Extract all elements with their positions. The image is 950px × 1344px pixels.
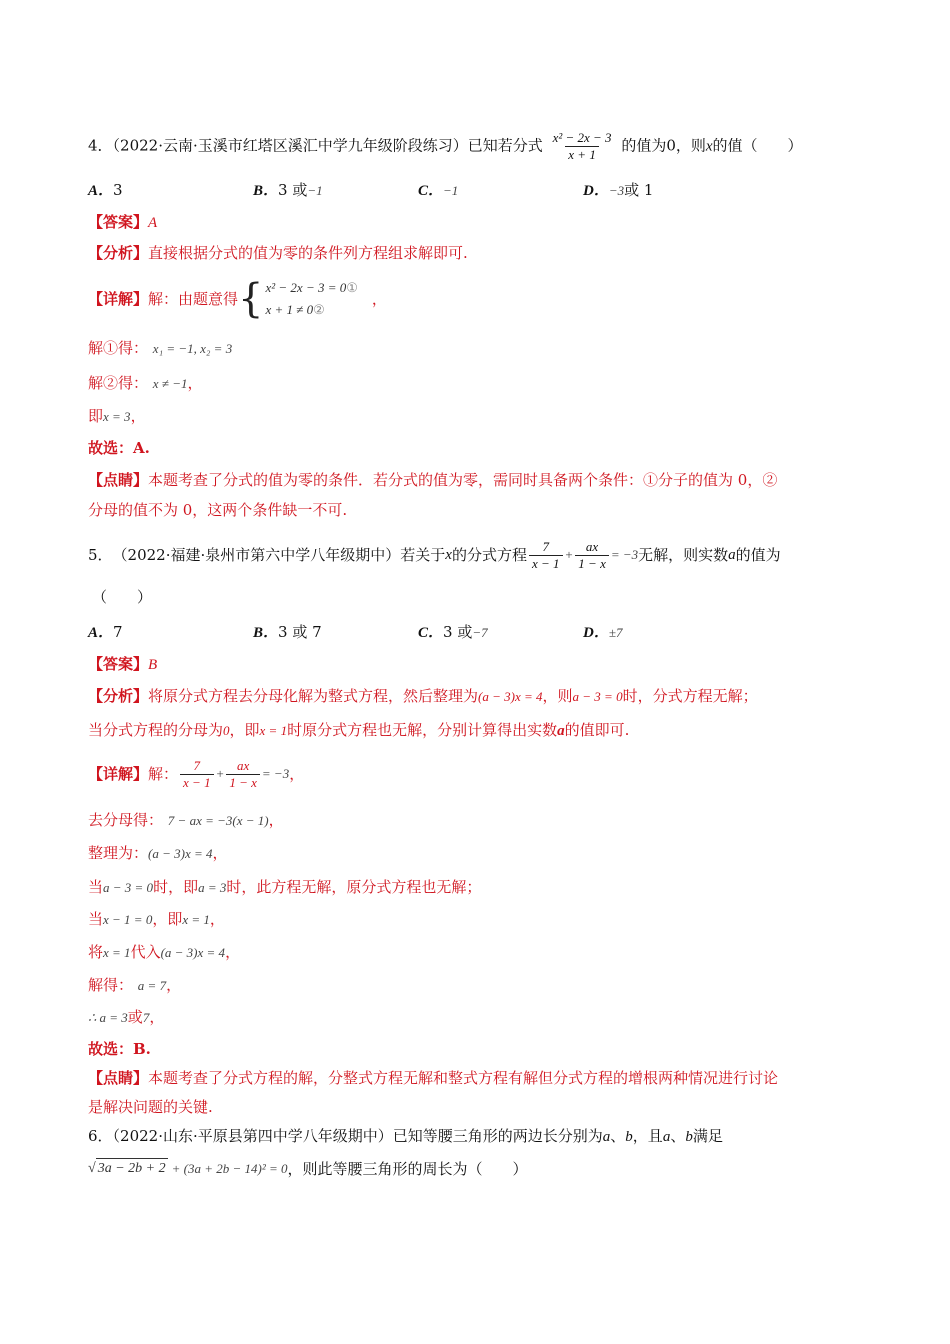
q5-option-b: B．3 或 7 (253, 623, 322, 641)
q6-square-root: √ 3a − 2b + 2 (88, 1158, 168, 1179)
q5-comment-2: 是解决问题的关键. (88, 1098, 213, 1116)
q4-equation-system: { x² − 2x − 3 = 0① x + 1 ≠ 0② (238, 276, 358, 322)
q4-option-b: B．3 或−1 (253, 181, 323, 199)
q5-answer: 【答案】B (88, 655, 158, 673)
q4-step-3: 即x = 3， (88, 407, 146, 425)
q5-paren: （ ） (92, 588, 153, 606)
q5-option-c: C．3 或−7 (418, 623, 488, 641)
q5-step-7: ∴ a = 3或7， (88, 1008, 165, 1026)
q4-option-a: A．3 (88, 181, 123, 199)
q4-option-d: D．−3或 1 (583, 181, 654, 199)
q4-analysis: 【分析】直接根据分式的值为零的条件列方程组求解即可. (88, 244, 468, 262)
q4-comment-1: 【点睛】本题考查了分式的值为零的条件．若分式的值为零，需同时具备两个条件：①分子的值为 0，② (88, 471, 778, 489)
q5-option-d: D．±7 (583, 625, 623, 641)
q4-detail: 【详解】 解：由题意得 { x² − 2x − 3 = 0① x + 1 ≠ 0② ， (88, 276, 387, 322)
q5-step-2: 整理为：(a − 3)x = 4， (88, 844, 228, 862)
q5-analysis-2: 当分式方程的分母为0，即x = 1时原分式方程也无解，分别计算得出实数a的值即可. (88, 721, 630, 739)
q5-stem: 5． （2022·福建·泉州市第六中学八年级期中） 若关于 x 的分式方程 $\frac{7}{x - 1}$ + $\frac{ax}{1 - x}$ = −3 无解，则实数 a 的值为 (88, 538, 781, 571)
q6-stem: 6．（2022·山东·平原县第四中学八年级期中）已知等腰三角形的两边长分别为a、b，且a、b满足 (88, 1127, 723, 1145)
q5-analysis-1: 【分析】将原分式方程去分母化解为整式方程，然后整理为(a − 3)x = 4，则a − 3 = 0时，分式方程无解； (88, 687, 758, 705)
q5-detail-fraction-2: $\frac{ax}{1 - x}$ (226, 758, 260, 791)
q4-comment-2: 分母的值不为 0，这两个条件缺一不可. (88, 501, 348, 519)
q5-step-3: 当a − 3 = 0时，即a = 3时，此方程无解，原分式方程也无解； (88, 878, 482, 896)
q5-step-5: 将x = 1代入(a − 3)x = 4， (88, 943, 241, 961)
q5-fraction-1: $\frac{7}{x - 1}$ (529, 539, 563, 572)
q5-step-1: 去分母得： 7 − ax = −3(x − 1)， (88, 811, 284, 829)
q5-fraction-2: $\frac{ax}{1 - x}$ (575, 539, 609, 572)
q4-step-1: 解①得： x₁ = −1, x₂ = 3 (88, 339, 233, 357)
q5-comment-1: 【点睛】本题考查了分式方程的解，分整式方程无解和整式方程有解但分式方程的增根两种情况进行讨论 (88, 1069, 779, 1087)
q5-choose: 故选：B. (88, 1040, 151, 1058)
q4-stem: 4．（2022·云南·玉溪市红塔区溪汇中学九年级阶段练习）已知若分式 $\frac{\text{x² − 2x − 3}}{x + 1}$ 的值为0，则x的值（ ） (88, 130, 803, 162)
q5-option-a: A．7 (88, 623, 123, 641)
q4-fraction: $\frac{\text{x² − 2x − 3}}{x + 1}$ (552, 130, 612, 162)
q4-choose: 故选：A. (88, 439, 150, 457)
q5-step-6: 解得： a = 7， (88, 976, 182, 994)
q5-detail: 【详解】 解： $\frac{7}{x - 1}$ + $\frac{ax}{1 - x}$ = −3 ， (88, 757, 305, 790)
q4-step-2: 解②得： x ≠ −1， (88, 374, 203, 392)
q5-detail-fraction-1: $\frac{7}{x - 1}$ (180, 758, 214, 791)
q4-option-c: C．−1 (418, 183, 459, 199)
q4-answer: 【答案】A (88, 213, 158, 231)
q5-step-4: 当x − 1 = 0，即x = 1， (88, 910, 225, 928)
q6-condition: √ 3a − 2b + 2 + (3a + 2b − 14)² = 0 ，则此等腰三角形的周长为（ ） (88, 1159, 528, 1178)
